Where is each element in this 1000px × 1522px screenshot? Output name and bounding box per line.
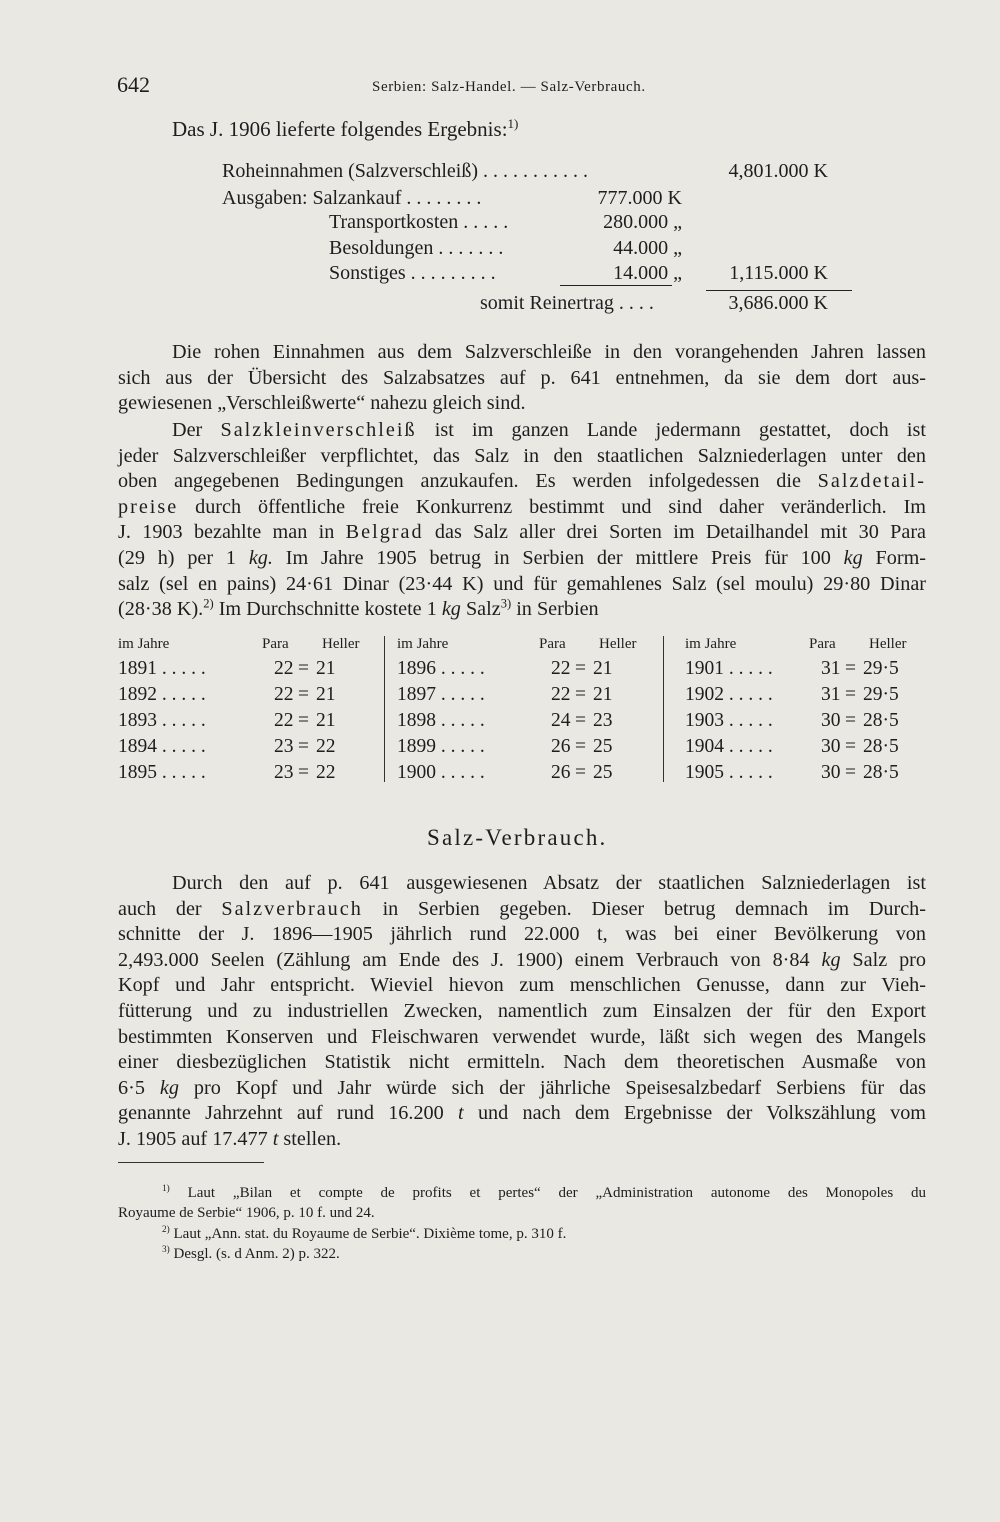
para-cell: 22: [274, 710, 294, 731]
year-cell: 1896: [397, 658, 436, 679]
equals-sign: =: [575, 736, 586, 757]
leader-dots: . . . . .: [157, 658, 206, 679]
text-line: fütterung und zu industriellen Zwecken, namentlich zum Einsalzen der für den Export: [118, 999, 926, 1022]
year-cell: 1893: [118, 710, 157, 731]
table-header-heller: Heller: [322, 636, 360, 652]
table-row: [118, 684, 378, 706]
para-cell: 30: [821, 710, 841, 731]
heller-cell: 21: [593, 658, 613, 679]
table-row: [118, 658, 378, 680]
footnote-2: $^{2)}$ Laut „Ann. stat. du Royaume de Serbie“. Dixième tome, p. 310 f.: [162, 1225, 567, 1242]
footnote-mark: 3): [162, 1245, 170, 1255]
expense-label: Sonstiges . . . . . . . . .: [329, 262, 496, 284]
text-line: J. 1903 bezahlte man in Belgrad das Salz aller drei Sorten im Detailhandel mit 30 Para: [118, 521, 926, 544]
text-line: jeder Salzverschleißer verpflichtet, das Salz in den staatlichen Salzniederlagen unter den: [118, 444, 926, 467]
equals-sign: =: [298, 710, 309, 731]
equals-sign: =: [298, 762, 309, 783]
table-header-year: im Jahre: [118, 636, 170, 652]
leader-dots: . . . . .: [724, 684, 773, 705]
year-cell: 1899: [397, 736, 436, 757]
spaced-term: Salzdetail-: [817, 470, 926, 493]
spaced-term: Salzkleinverschleiß: [220, 419, 417, 441]
leader-dots: . . . . .: [436, 658, 485, 679]
leader-dots: . . . . .: [724, 736, 773, 757]
heller-cell: 25: [593, 736, 613, 757]
equals-sign: =: [845, 658, 856, 679]
table-header-heller: Heller: [599, 636, 637, 652]
table-row: [118, 736, 378, 758]
spaced-term: Salzverbrauch: [221, 897, 363, 920]
text-line: auch der Salzverbrauch in Serbien gegeben. Dieser betrug demnach im Durch-: [118, 897, 926, 920]
leader-dots: . . . . .: [436, 684, 485, 705]
net-value: 3,686.000 K: [728, 292, 828, 314]
para-cell: 30: [821, 762, 841, 783]
equals-sign: =: [845, 736, 856, 757]
table-row: [685, 762, 925, 784]
text-line: einer diesbezüglichen Statistik nicht ermitteln. Nach dem theoretischen Ausmaße von: [118, 1051, 926, 1074]
text-line: 6·5 kg pro Kopf und Jahr würde sich der jährliche Speisesalzbedarf Serbiens für das: [118, 1076, 926, 1099]
table-row: [397, 658, 655, 680]
text-line: sich aus der Übersicht des Salzabsatzes auf p. 641 entnehmen, da sie dem dort aus-: [118, 366, 926, 389]
para-cell: 31: [821, 684, 841, 705]
revenue-value: 4,801.000 K: [728, 160, 828, 182]
para-cell: 26: [551, 736, 571, 757]
table-header-year: im Jahre: [685, 636, 737, 652]
heller-cell: 22: [316, 736, 336, 757]
spaced-term: Belgrad: [345, 521, 424, 544]
year-cell: 1894: [118, 736, 157, 757]
table-row: [397, 736, 655, 758]
para-cell: 22: [274, 658, 294, 679]
paragraph-1: [118, 340, 926, 417]
expense-label: Transportkosten . . . . .: [329, 211, 509, 233]
text-line: (29 h) per 1 kg. Im Jahre 1905 betrug in Serbien der mittlere Preis für 100 kg Form-: [118, 546, 926, 569]
table-row: [397, 710, 655, 732]
text-line: schnitte der J. 1896—1905 jährlich rund 22.000 t, was bei einer Bevölkerung von: [118, 923, 926, 946]
equals-sign: =: [845, 684, 856, 705]
table-header-para: Para: [539, 636, 566, 652]
heller-cell: 28·5: [863, 762, 899, 783]
expenses-label: Ausgaben: Salzankauf . . . . . . . .: [222, 187, 482, 209]
heller-cell: 21: [316, 658, 336, 679]
year-cell: 1900: [397, 762, 436, 783]
leader-dots: . . . . .: [157, 710, 206, 731]
equals-sign: =: [575, 658, 586, 679]
leader-dots: . . . . .: [724, 762, 773, 783]
year-cell: 1892: [118, 684, 157, 705]
text-line: 2,493.000 Seelen (Zählung am Ende des J. 1900) einem Verbrauch von 8·84 kg Salz pro: [118, 948, 926, 971]
year-cell: 1898: [397, 710, 436, 731]
table-header-heller: Heller: [869, 636, 907, 652]
equals-sign: =: [845, 762, 856, 783]
revenue-label: Roheinnahmen (Salzverschleiß) . . . . . . . . . . .: [222, 160, 589, 182]
table-row: [397, 684, 655, 706]
year-cell: 1891: [118, 658, 157, 679]
year-cell: 1897: [397, 684, 436, 705]
leader-dots: . . . . .: [436, 736, 485, 757]
footnote-1: $^{1)}$ Laut „Bilan et compte de profits et pertes“ der „Administration autonome des Monopoles du Royaume de Serbie“ 1906, p. 10 f. und 24.: [118, 1184, 926, 1223]
expense-label: Besoldungen . . . . . . .: [329, 237, 504, 259]
salzankauf-value: 777.000 K: [597, 187, 682, 209]
expenses-total: 1,115.000 K: [729, 262, 828, 284]
table-row: [685, 736, 925, 758]
heller-cell: 28·5: [863, 710, 899, 731]
heller-cell: 29·5: [863, 684, 899, 705]
text-line: gewiesenen „Verschleißwerte“ nahezu gleich sind.: [118, 392, 526, 415]
leader-dots: . . . . .: [157, 684, 206, 705]
equals-sign: =: [575, 710, 586, 731]
expense-value: 14.000 „: [613, 262, 682, 284]
heller-cell: 23: [593, 710, 613, 731]
text-line: Kopf und Jahr entspricht. Wieviel hievon zum menschlichen Genusse, dann zur Vieh-: [118, 974, 926, 997]
para-cell: 23: [274, 762, 294, 783]
leader-dots: . . . . .: [436, 762, 485, 783]
table-header-para: Para: [809, 636, 836, 652]
text-line: Der Salzkleinverschleiß ist im ganzen Lande jedermann gestattet, doch ist: [172, 419, 926, 441]
heller-cell: 21: [316, 684, 336, 705]
net-label: somit Reinertrag . . . .: [480, 292, 654, 314]
para-cell: 23: [274, 736, 294, 757]
running-head: Serbien: Salz-Handel. — Salz-Verbrauch.: [372, 79, 646, 95]
para-cell: 22: [551, 658, 571, 679]
leader-dots: . . . . .: [724, 710, 773, 731]
para-cell: 22: [551, 684, 571, 705]
heller-cell: 29·5: [863, 658, 899, 679]
table-row: [685, 684, 925, 706]
para-cell: 22: [274, 684, 294, 705]
table-row: [118, 710, 378, 732]
expense-value: 280.000 „: [603, 211, 682, 233]
text-line: salz (sel en pains) 24·61 Dinar (23·44 K) und für gemahlenes Salz (sel moulu) 29·80 Dinar: [118, 572, 926, 595]
column-divider: [384, 636, 385, 782]
footnote-ref-1: 1): [507, 116, 519, 131]
text-line: Die rohen Einnahmen aus dem Salzverschleiße in den vorangehenden Jahren lassen: [172, 341, 926, 363]
footnote-rule: [118, 1162, 264, 1163]
equals-sign: =: [298, 658, 309, 679]
equals-sign: =: [575, 684, 586, 705]
equals-sign: =: [845, 710, 856, 731]
section-title: Salz-Verbrauch.: [427, 825, 608, 850]
equals-sign: =: [298, 684, 309, 705]
spaced-term: preise: [118, 495, 179, 518]
heller-cell: 28·5: [863, 736, 899, 757]
para-cell: 26: [551, 762, 571, 783]
page-number: 642: [117, 72, 150, 97]
table-header-year: im Jahre: [397, 636, 449, 652]
text-line: J. 1905 auf 17.477 t stellen.: [118, 1127, 342, 1150]
year-cell: 1903: [685, 710, 724, 731]
text-line: Royaume de Serbie“ 1906, p. 10 f. und 24.: [118, 1204, 375, 1221]
equals-sign: =: [575, 762, 586, 783]
para-cell: 31: [821, 658, 841, 679]
year-cell: 1902: [685, 684, 724, 705]
footnote-ref-3: 3): [500, 596, 512, 611]
heller-cell: 21: [593, 684, 613, 705]
year-cell: 1901: [685, 658, 724, 679]
year-cell: 1905: [685, 762, 724, 783]
column-divider: [663, 636, 664, 782]
para-cell: 24: [551, 710, 571, 731]
total-rule: [706, 290, 852, 291]
year-cell: 1895: [118, 762, 157, 783]
text-line: preise durch öffentliche freie Konkurrenz bestimmt und sind daher veränderlich. Im: [118, 495, 926, 518]
heller-cell: 22: [316, 762, 336, 783]
text-line: oben angegebenen Bedingungen anzukaufen. Es werden infolgedessen die Salzdetail-: [118, 470, 926, 493]
heller-cell: 25: [593, 762, 613, 783]
paragraph-3: [118, 871, 926, 1153]
table-row: [397, 762, 655, 784]
table-row: [118, 762, 378, 784]
text-line: genannte Jahrzehnt auf rund 16.200 t und nach dem Ergebnisse der Volkszählung vom: [118, 1102, 926, 1125]
subtotal-rule: [560, 285, 672, 286]
footnote-mark: 2): [162, 1225, 170, 1235]
footnote-ref-2: 2): [203, 596, 214, 611]
table-header-para: Para: [262, 636, 289, 652]
intro-text: Das J. 1906 lieferte folgendes Ergebnis:: [172, 117, 508, 141]
table-row: [685, 710, 925, 732]
text-line: Durch den auf p. 641 ausgewiesenen Absatz der staatlichen Salzniederlagen ist: [172, 872, 926, 894]
leader-dots: . . . . .: [157, 762, 206, 783]
year-cell: 1904: [685, 736, 724, 757]
intro-line: [172, 117, 518, 142]
expense-value: 44.000 „: [613, 237, 682, 259]
footnote-mark: 1): [162, 1184, 170, 1194]
heller-cell: 21: [316, 710, 336, 731]
leader-dots: . . . . .: [436, 710, 485, 731]
leader-dots: . . . . .: [724, 658, 773, 679]
paragraph-2: [118, 418, 926, 623]
table-row: [685, 658, 925, 680]
text-line: bestimmten Konserven und Fleischwaren verwendet wurde, läßt sich wegen des Mangels: [118, 1025, 926, 1048]
para-cell: 30: [821, 736, 841, 757]
text-line: (28·38 K).$^{2)}$ Im Durchschnitte kostete 1 kg Salz$^{3)}$ in Serbien: [118, 596, 599, 621]
equals-sign: =: [298, 736, 309, 757]
footnote-3: $^{3)}$ Desgl. (s. d Anm. 2) p. 322.: [162, 1245, 340, 1262]
leader-dots: . . . . .: [157, 736, 206, 757]
